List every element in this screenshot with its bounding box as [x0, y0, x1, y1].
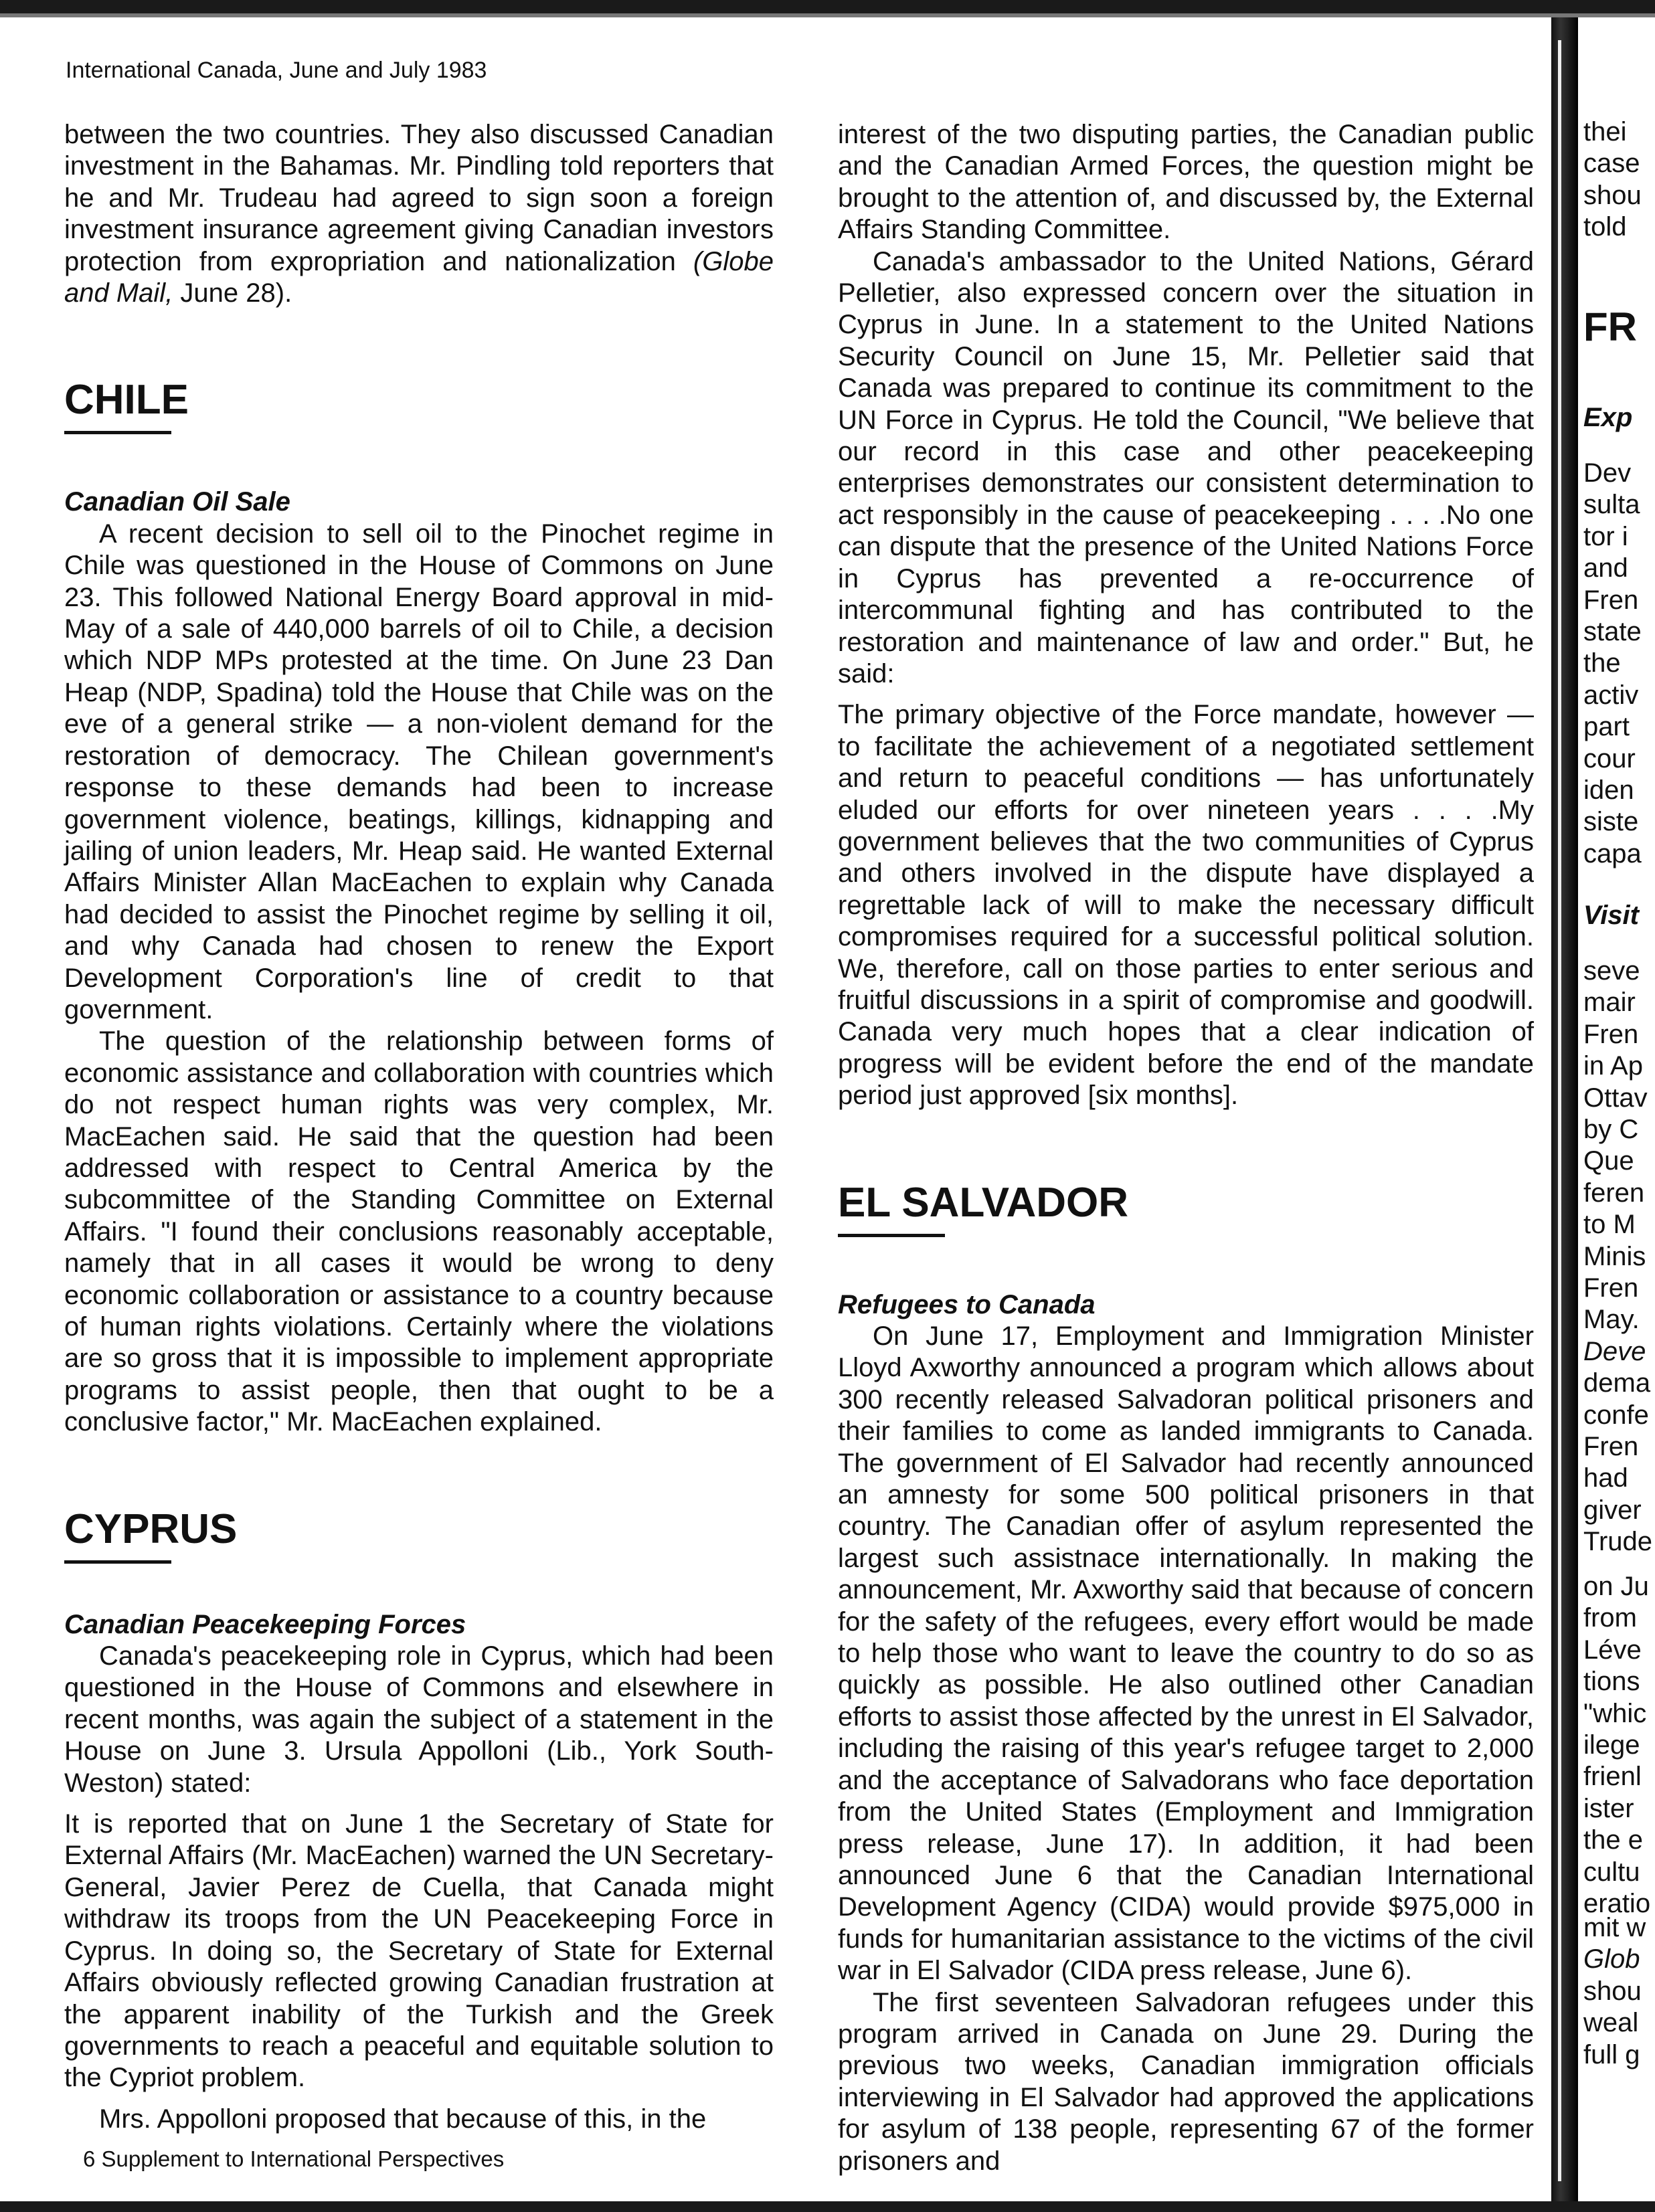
- cropped-line-fragment: full g: [1583, 2039, 1640, 2069]
- cropped-line-fragment: cour: [1583, 743, 1636, 773]
- scan-top-edge: [0, 0, 1655, 13]
- cropped-line-fragment: mair: [1583, 988, 1636, 1018]
- cropped-line-fragment: frienl: [1583, 1762, 1642, 1792]
- cyprus-paragraph-2: Mrs. Appolloni proposed that because of this, in the: [99, 2104, 707, 2134]
- col2-paragraph-2: Canada's ambassador to the United Nations, Gérard Pelletier, also expressed concern over the situation in Cyprus in June. In a statement to the United Nations Security Council on June 15, Mr. Pelletier said that Canada was prepared to continue its commitment to the UN Force in Cyprus. He told the Council, "We believe that our record in this case and other peacekeeping enterprises demonstrates our consistent determination to act responsibly in the cause of peacekeeping . . . .No one can dispute that the presence of the United Nations Force in Cyprus has prevented a re-occurrence of intercommunal fighting and has contributed to the restoration and maintenance of law and order." But, he said:: [838, 246, 1534, 688]
- cropped-line-fragment: Léve: [1583, 1635, 1642, 1665]
- cropped-line-fragment: eratio: [1583, 1889, 1651, 1918]
- subheading-canadian-oil-sale: Canadian Oil Sale: [64, 487, 290, 517]
- book-spine-highlight: [1558, 40, 1561, 2181]
- el-salvador-paragraph-2: The first seventeen Salvadoran refugees under this program arrived in Canada on June 29. During the previous two weeks, Canadian immigration officials interviewing in El Salvador had approved the applications for asylum of 138 people, representing 67 of the former prisoners and: [838, 1987, 1534, 2176]
- cropped-line-fragment: ilege: [1583, 1730, 1640, 1760]
- subheading-refugees-to-canada: Refugees to Canada: [838, 1289, 1096, 1319]
- chile-paragraph-2: The question of the relationship between forms of economic assistance and collaboration with countries which do not respect human rights was very complex, Mr. MacEachen said. He said that the question had been addressed with respect to Central America by the subcommittee of the Standing Committee on External Affairs. "I found their conclusions reasonably acceptable, namely that in all cases it would be wrong to deny economic collaboration or assistance to a country because of human rights violations. Certainly where the violations are so gross that it is impossible to implement appropriate programs to assist people, then that ought to be a conclusive factor," Mr. MacEachen explained.: [64, 1026, 774, 1437]
- subheading-canadian-peacekeeping-forces: Canadian Peacekeeping Forces: [64, 1609, 466, 1639]
- running-head: International Canada, June and July 1983: [66, 58, 487, 83]
- intro-source: (Globe and Mail,: [64, 246, 774, 308]
- section-heading-chile: CHILE: [64, 377, 189, 424]
- cropped-line-fragment: told: [1583, 212, 1627, 242]
- cropped-line-fragment: Fren: [1583, 1432, 1639, 1461]
- cropped-line-fragment: from: [1583, 1603, 1637, 1633]
- cropped-line-fragment: dema: [1583, 1368, 1651, 1398]
- cropped-subheading: Exp: [1583, 403, 1633, 432]
- cropped-line-fragment: tor i: [1583, 521, 1628, 551]
- cropped-line-fragment: "whic: [1583, 1698, 1647, 1728]
- cyprus-quote: It is reported that on June 1 the Secretary of State for External Affairs (Mr. MacEachen) warned the UN Secretary-General, Javier Perez de Cuella, that Canada might withdraw its troops from the UN Peacekeeping Force in Cyprus. In doing so, the Secretary of State for External Affairs obviously reflected growing Canadian frustration at the apparent inability of the Turkish and the Greek governments to reach a peaceful and equitable solution to the Cypriot problem.: [64, 1809, 774, 2093]
- cropped-line-fragment: the: [1583, 648, 1621, 678]
- cropped-line-fragment: giver: [1583, 1495, 1642, 1525]
- cropped-line-fragment: on Ju: [1583, 1572, 1649, 1601]
- intro-end: June 28).: [173, 278, 292, 308]
- cropped-line-fragment: thei: [1583, 117, 1627, 147]
- cropped-subheading: Visit: [1583, 901, 1639, 930]
- cropped-line-fragment: Trude: [1583, 1527, 1653, 1557]
- scan-top-shadow: [0, 13, 1655, 17]
- cropped-line-fragment: sulta: [1583, 490, 1640, 520]
- cropped-line-fragment: in Ap: [1583, 1051, 1643, 1081]
- cropped-line-fragment: iden: [1583, 775, 1634, 805]
- cropped-line-fragment: and: [1583, 553, 1628, 583]
- cropped-line-fragment: had: [1583, 1463, 1628, 1493]
- cropped-line-fragment: ister: [1583, 1793, 1634, 1823]
- cropped-line-fragment: capa: [1583, 838, 1642, 868]
- cropped-line-fragment: Ottav: [1583, 1083, 1648, 1113]
- cropped-line-fragment: mit w: [1583, 1913, 1646, 1942]
- pelletier-quote: The primary objective of the Force mandate, however — to facilitate the achievement of a negotiated settlement and return to peaceful conditions — has unfortunately eluded our efforts for over nineteen years . . . .My government believes that the two communities of Cyprus and others involved in the dispute have displayed a regrettable lack of will to make the necessary difficult compromises required for a successful political solution. We, therefore, call on those parties to enter serious and fruitful discussions in a spirit of compromise and goodwill. Canada very much hopes that a clear indication of progress will be evident before the end of the mandate period just approved [six months].: [838, 700, 1534, 1111]
- cropped-line-fragment: Dev: [1583, 458, 1632, 488]
- cropped-line-fragment: Fren: [1583, 585, 1639, 615]
- cropped-line-fragment: May.: [1583, 1305, 1640, 1335]
- cropped-line-fragment: case: [1583, 149, 1640, 179]
- section-heading-cyprus: CYPRUS: [64, 1505, 238, 1552]
- cropped-line-fragment: Minis: [1583, 1241, 1646, 1271]
- el-salvador-paragraph-1: On June 17, Employment and Immigration Minister Lloyd Axworthy announced a program which allows about 300 recently released Salvadoran political prisoners and their families to come as landed immigrants to Canada. The government of El Salvador had recently announced an amnesty for some 500 political prisoners in that country. The Canadian offer of asylum represented the largest such assistnace internationally. In making the announcement, Mr. Axworthy said that because of concern for the safety of the refugees, every effort would be made to help those who want to leave the country to do so as quickly as possible. He also outlined other Canadian efforts to assist those affected by the unrest in El Salvador, including the raising of this year's refugee target to 2,000 and the acceptance of Salvadorans who face deportation from the United States (Employment and Immigration press release, June 17). In addition, it had been announced June 6 that the Canadian International Development Agency (CIDA) would provide $975,000 in funds for humanitarian assistance to the victims of the civil war in El Salvador (CIDA press release, June 6).: [838, 1321, 1534, 1986]
- cropped-line-fragment: Fren: [1583, 1019, 1639, 1049]
- cropped-line-fragment: siste: [1583, 807, 1639, 837]
- cropped-line-fragment: tions: [1583, 1667, 1640, 1697]
- col2-paragraph-1: interest of the two disputing parties, the Canadian public and the Canadian Armed Forces, the question might be brought to the attention of, and discussed by, the External Affairs Standing Committee.: [838, 120, 1534, 245]
- cropped-line-fragment: the e: [1583, 1825, 1643, 1855]
- cropped-line-fragment: Deve: [1583, 1336, 1646, 1366]
- column-1: [64, 119, 774, 2135]
- intro-text: between the two countries. They also discussed Canadian investment in the Bahamas. Mr. Pindling told reporters that he and Mr. Trudeau had agreed to sign soon a foreign investment insurance agreement giving Canadian investors protection from expropriation and nationalization: [64, 120, 774, 276]
- cropped-line-fragment: cultu: [1583, 1857, 1640, 1887]
- cropped-line-fragment: state: [1583, 617, 1642, 646]
- cropped-line-fragment: Que: [1583, 1146, 1634, 1176]
- section-heading-el-salvador: EL SALVADOR: [838, 1179, 1129, 1226]
- cyprus-paragraph-1: Canada's peacekeeping role in Cyprus, which had been questioned in the House of Commons and elsewhere in recent months, was again the subject of a statement in the House on June 3. Ursula Appolloni (Lib., York South-Weston) stated:: [64, 1641, 774, 1798]
- cropped-line-fragment: to M: [1583, 1210, 1636, 1240]
- cropped-line-fragment: shou: [1583, 1976, 1642, 2006]
- column-2: [838, 119, 1534, 2177]
- cropped-line-fragment: shou: [1583, 180, 1642, 210]
- cropped-line-fragment: Fren: [1583, 1273, 1639, 1303]
- cropped-line-fragment: by C: [1583, 1115, 1639, 1144]
- cropped-line-fragment: confe: [1583, 1400, 1649, 1430]
- chile-paragraph-1: A recent decision to sell oil to the Pinochet regime in Chile was questioned in the House of Commons on June 23. This followed National Energy Board approval in mid-May of a sale of 440,000 barrels of oil to Chile, a decision which NDP MPs protested at the time. On June 23 Dan Heap (NDP, Spadina) told the House that Chile was on the eve of a general strike — a non-violent demand for the restoration of democracy. The Chilean government's response to these demands had been to increase government violence, beatings, killings, kidnapping and jailing of union leaders, Mr. Heap said. He wanted External Affairs Minister Allan MacEachen to explain why Canada had decided to assist the Pinochet regime by selling it oil, and why Canada had chosen to renew the Export Development Corporation's line of credit to that government.: [64, 519, 774, 1024]
- cropped-next-column: [1578, 17, 1655, 2201]
- cropped-section-heading: FR: [1583, 304, 1637, 349]
- scan-bottom-edge: [0, 2201, 1655, 2212]
- book-spine: [1551, 17, 1578, 2201]
- intro-paragraph: [64, 119, 774, 309]
- cropped-line-fragment: weal: [1583, 2008, 1639, 2038]
- cropped-line-fragment: Glob: [1583, 1944, 1640, 1974]
- cropped-line-fragment: feren: [1583, 1178, 1645, 1208]
- cropped-line-fragment: activ: [1583, 680, 1639, 710]
- cropped-line-fragment: part: [1583, 712, 1630, 742]
- page-footer: 6 Supplement to International Perspectives: [83, 2146, 505, 2171]
- cropped-line-fragment: seve: [1583, 956, 1640, 986]
